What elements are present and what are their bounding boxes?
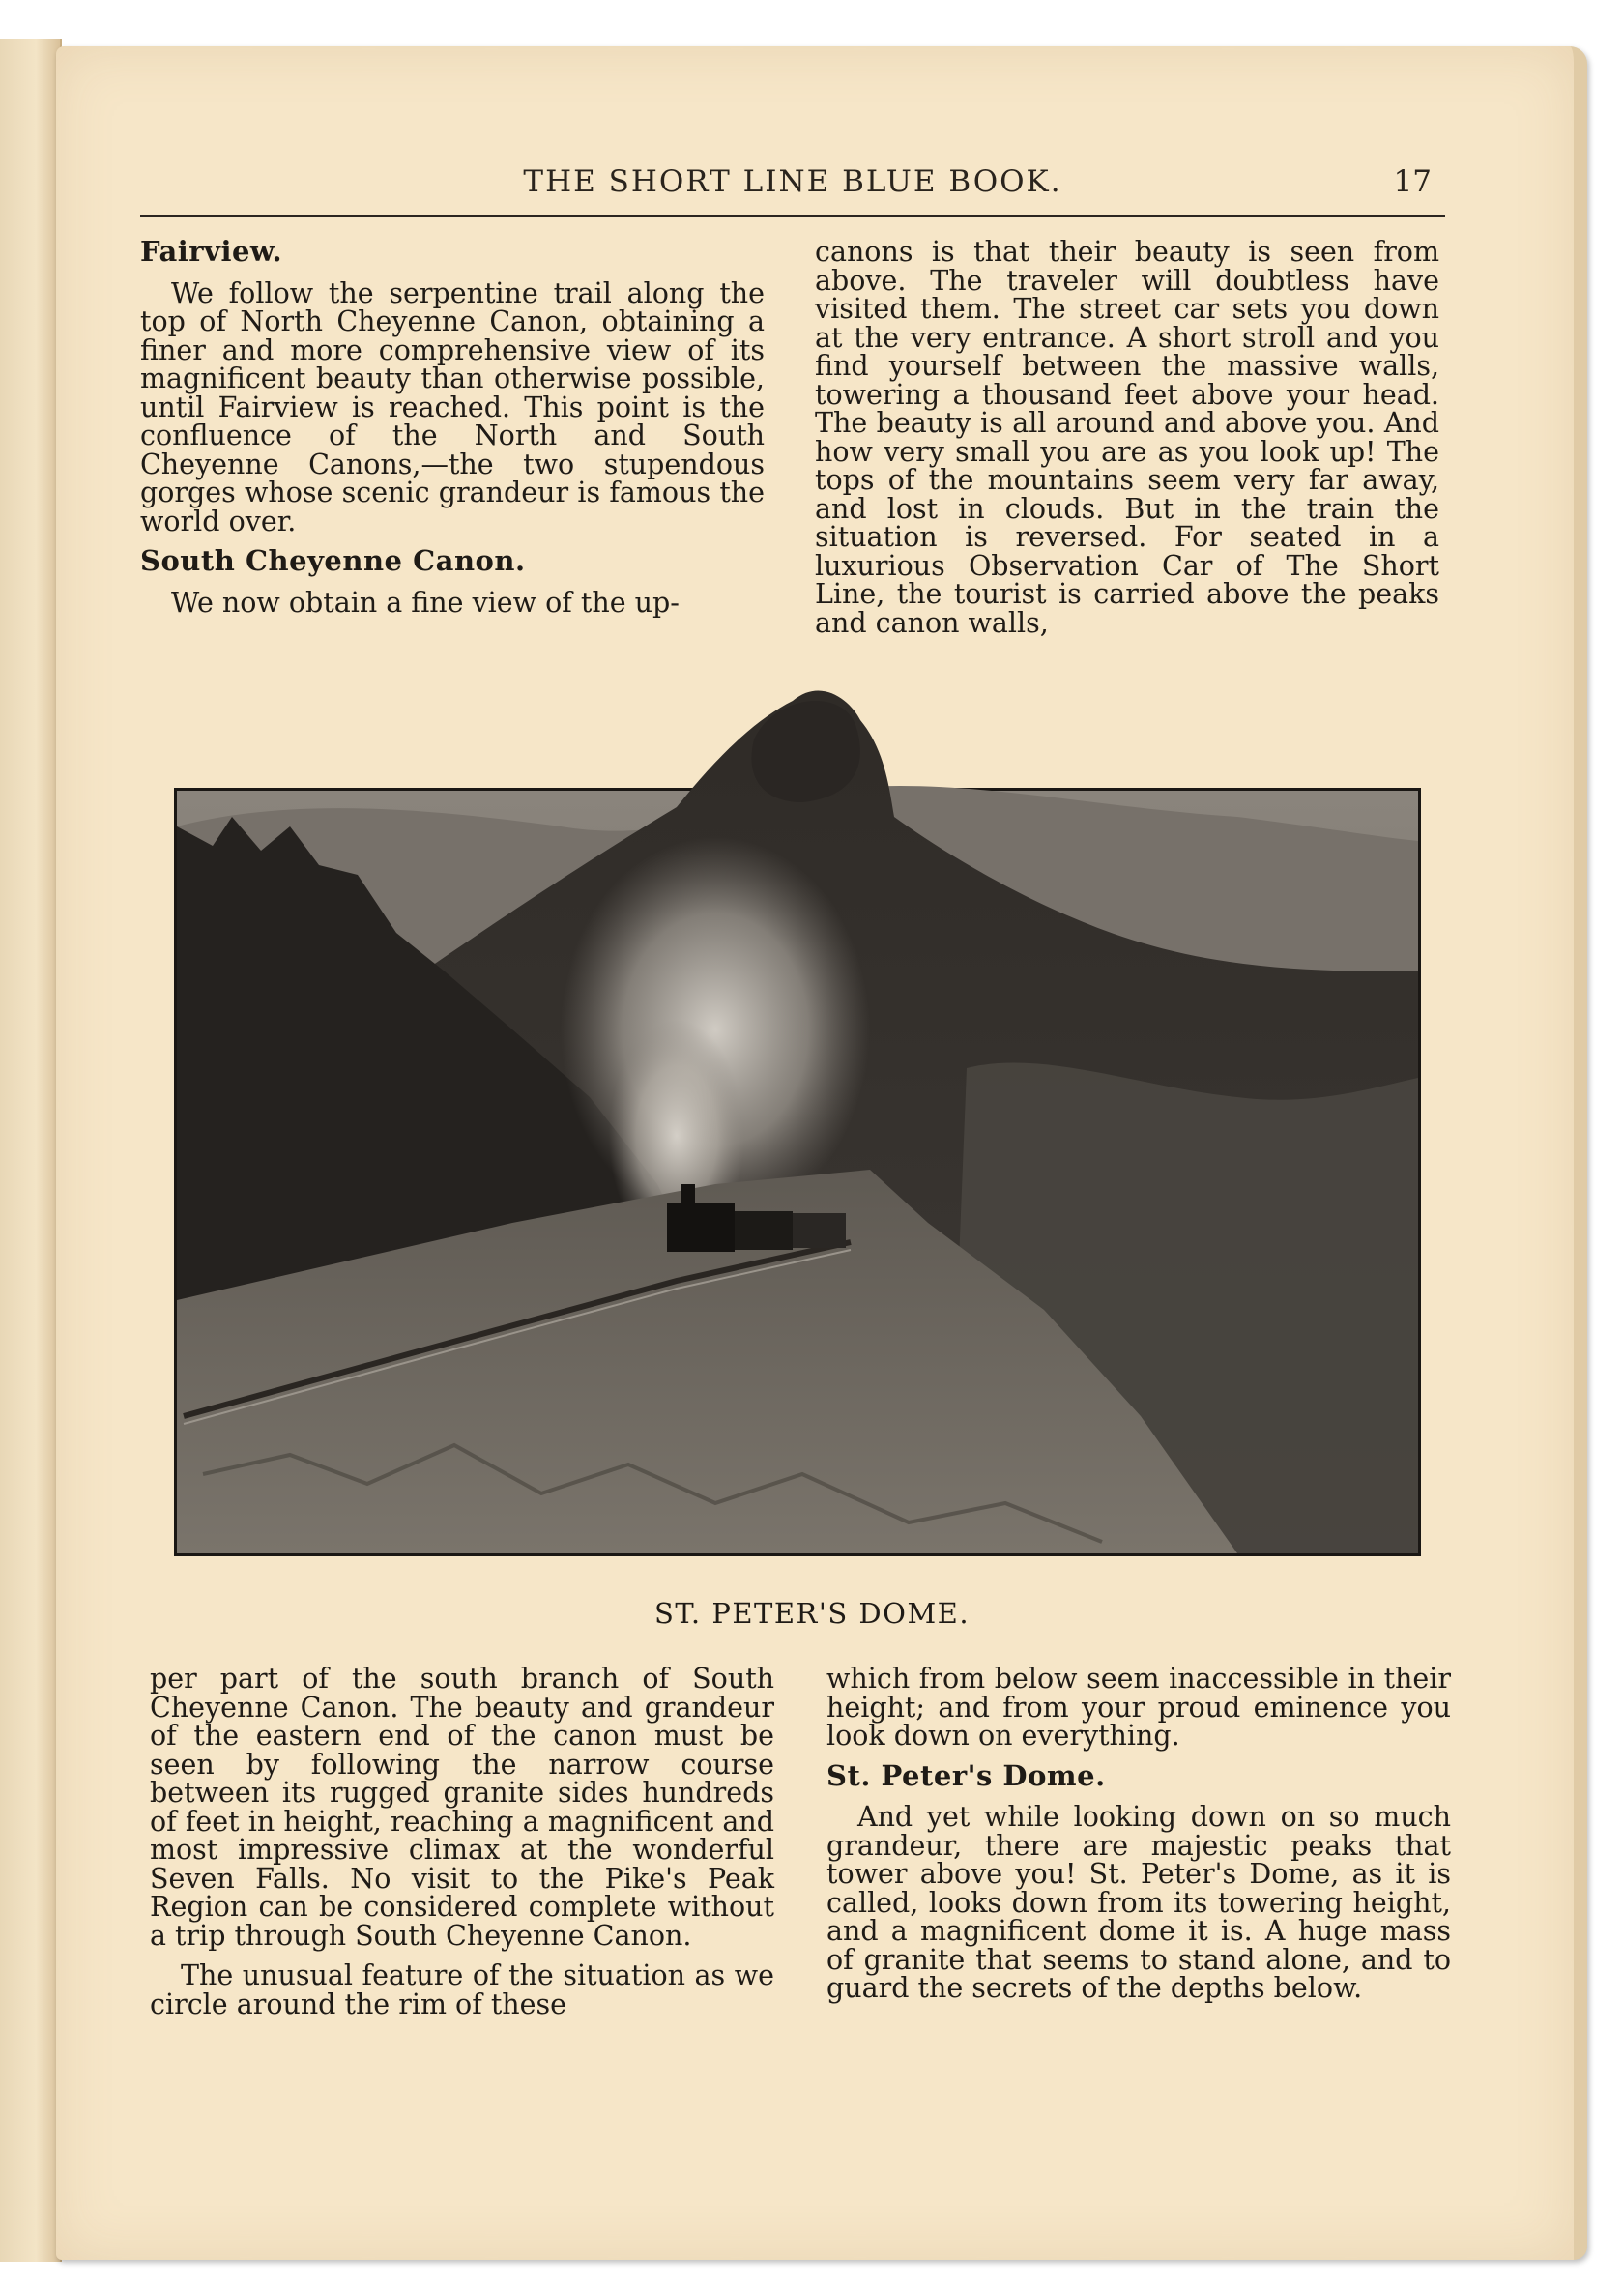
photo-caption: ST. PETER'S DOME. <box>653 1597 971 1630</box>
column-bottom-right <box>826 1665 1451 2015</box>
photo-st-peters-dome <box>174 682 1421 1556</box>
paragraph-unusual-feature: The unusual feature of the situation as we circle around the rim of these <box>150 1959 774 2020</box>
paragraph-south-cheyenne-start: We now obtain a fine view of the up- <box>171 586 680 619</box>
heading-st-peters-dome: St. Peter's Dome. <box>826 1758 1106 1792</box>
paragraph-inaccessible-continued: which from below seem inaccessible in their height; and from your proud eminence you look down on everything. <box>826 1663 1451 1752</box>
running-title: THE SHORT LINE BLUE BOOK. <box>523 164 1062 199</box>
heading-fairview: Fairview. <box>140 235 283 268</box>
paragraph-south-cheyenne-continued: per part of the south branch of South Cheyenne Canon. The beauty and grandeur of the eastern end of the canon must be seen by following the narrow course between its rugged granite sides hundreds of feet in height, reaching a magnificent and most impressive climax at the wonderful Seven Falls. No visit to the Pike's Peak Region can be considered complete without a trip through South Cheyenne Canon. <box>150 1663 774 1952</box>
paragraph-canons-continued: canons is that their beauty is seen from above. The traveler will doubtless have visited them. The street car sets you down at the very entrance. A short stroll and you find yourself between the massive walls, towering a thousand feet above your head. The beauty is all around and above you. And how very small you are as you look up! The tops of the mountains seem very far away, and lost in clouds. But in the train the situation is reversed. For seated in a luxurious Observation Car of The Short Line, the tourist is carried above the peaks and canon walls, <box>815 236 1439 639</box>
paragraph-st-peters-dome: And yet while looking down on so much grandeur, there are majestic peaks that tower above you! St. Peter's Dome, as it is called, looks down from its towering height, and a magnificent dome it is. A huge mass of granite that seems to stand alone, and to guard the secrets of the depths below. <box>826 1801 1451 2004</box>
photo-scene <box>177 691 1418 1553</box>
paragraph-fairview: We follow the serpentine trail along the top of North Cheyenne Canon, obtaining a finer and more comprehensive view of its magnificent beauty than otherwise possible, until Fairview is reached. This point is the confluence of the North and South Cheyenne Canons,—the two stupendous gorges whose scenic grandeur is famous the world over. <box>140 276 765 537</box>
running-header <box>140 164 1445 217</box>
column-top-left <box>140 235 765 628</box>
column-top-right <box>815 238 1439 649</box>
heading-south-cheyenne-canon: South Cheyenne Canon. <box>140 544 526 577</box>
column-bottom-left <box>150 1665 774 2030</box>
page-number: 17 <box>1393 164 1432 199</box>
photo-illustration <box>174 682 1421 1556</box>
book-spine-edge <box>0 39 62 2262</box>
